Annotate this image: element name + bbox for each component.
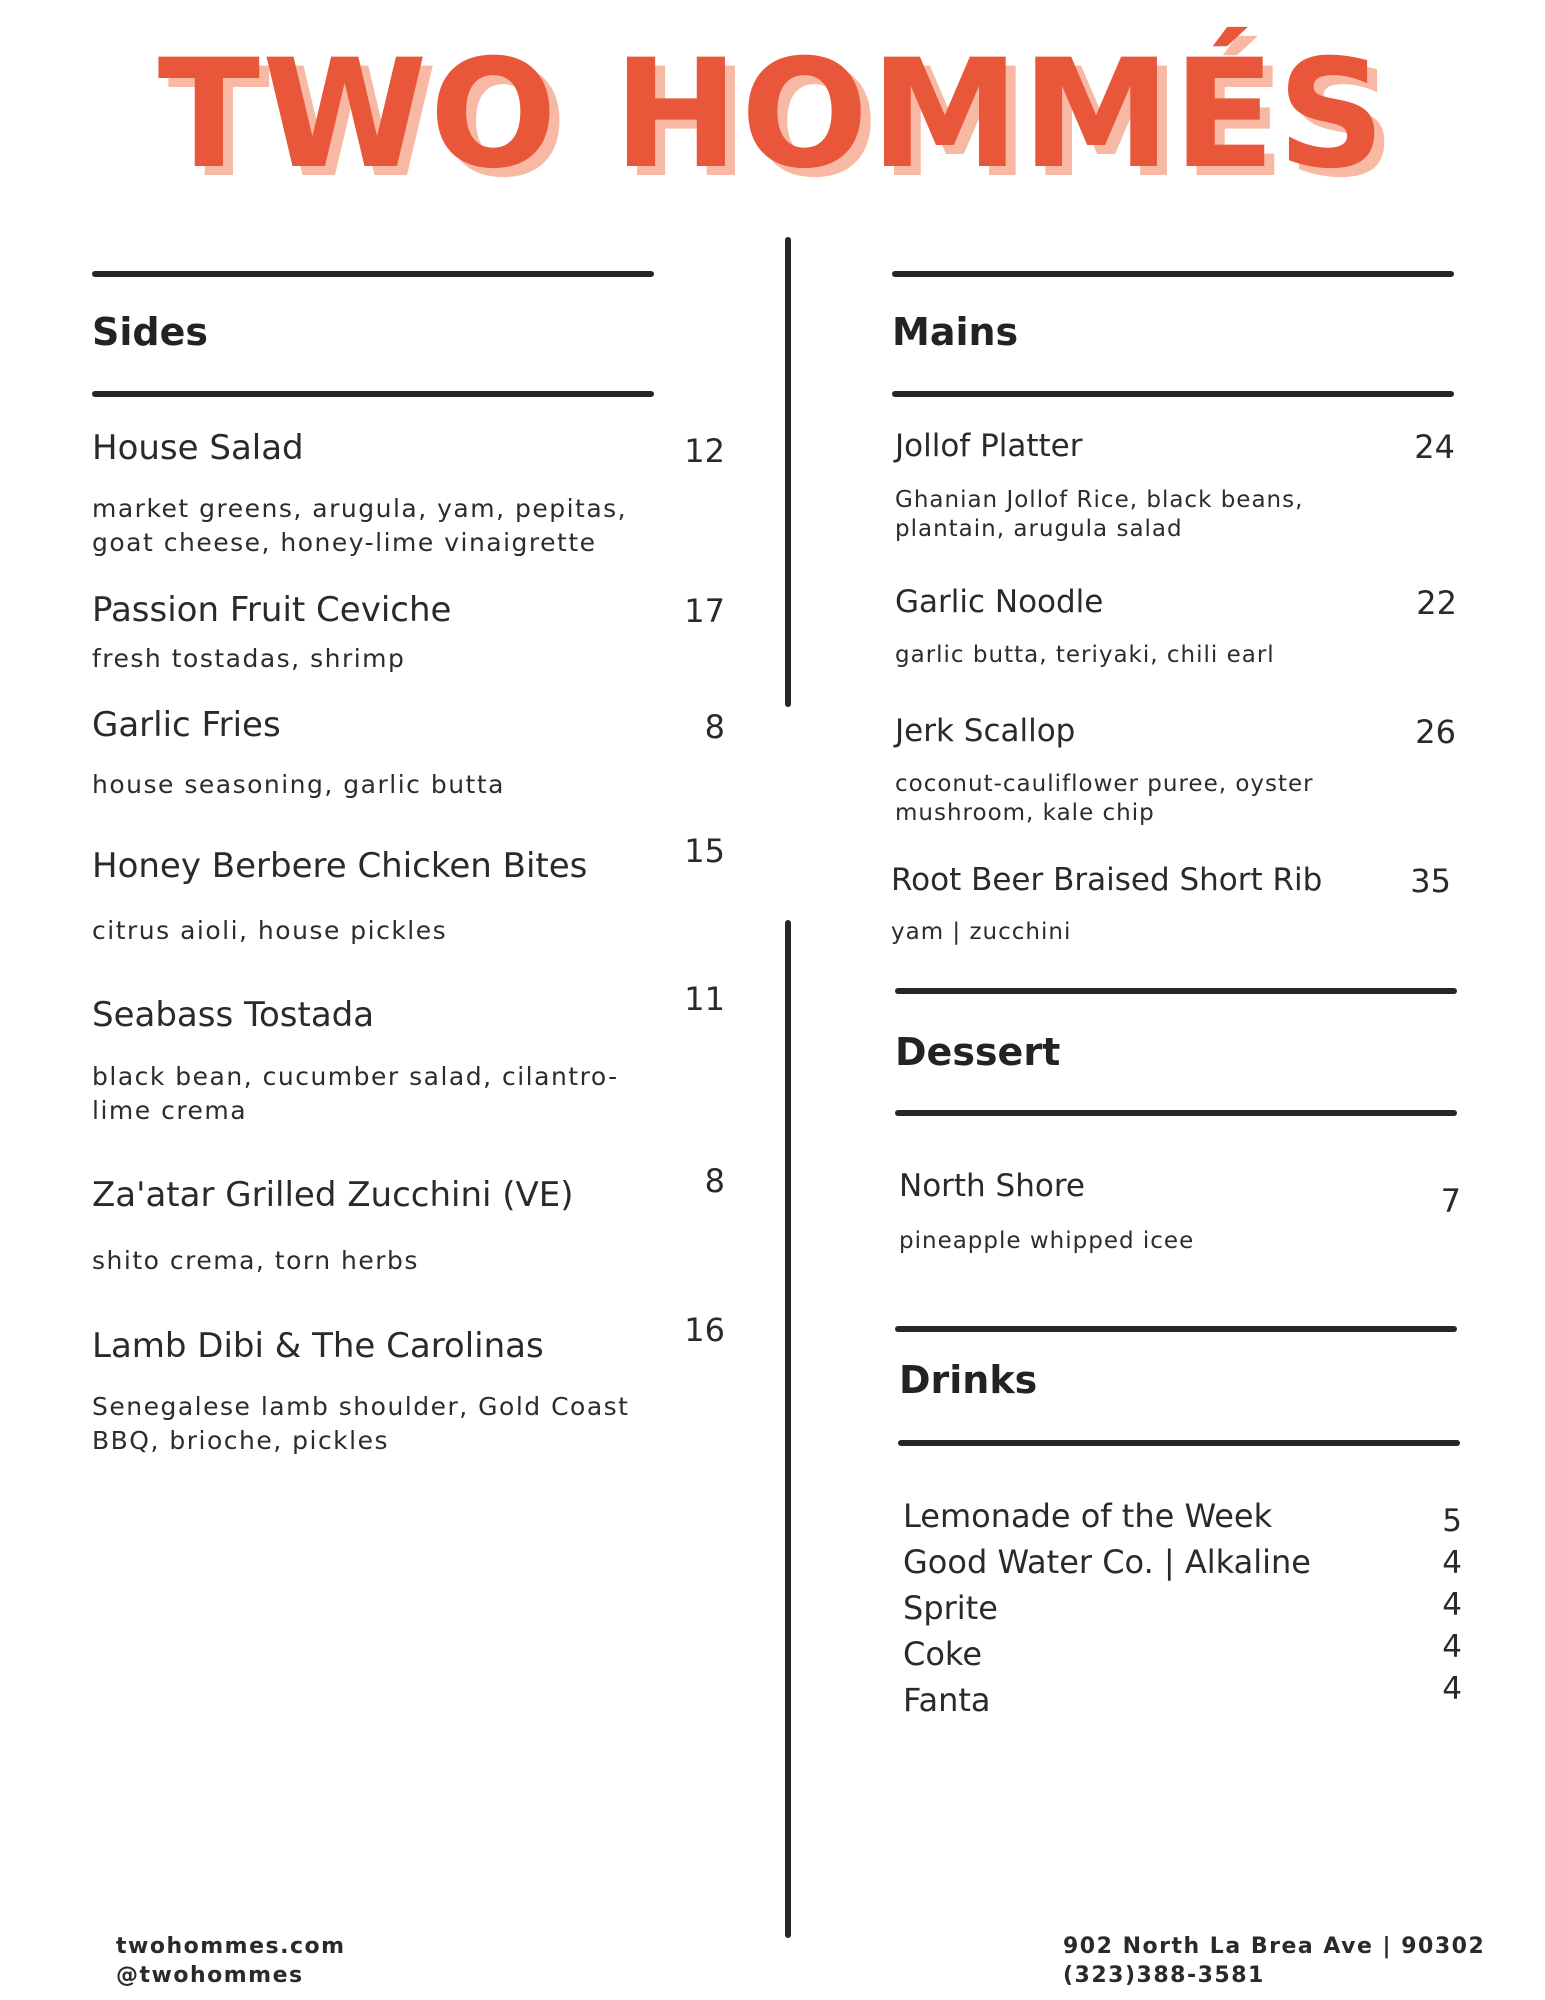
item-name: Jollof Platter (895, 428, 1083, 464)
item-name: Passion Fruit Ceviche (92, 590, 452, 630)
item-price: 26 (1415, 713, 1456, 751)
dessert-bottom-rule (895, 1110, 1457, 1116)
item-description: shito crema, torn herbs (92, 1246, 419, 1275)
item-name: North Shore (899, 1168, 1085, 1204)
item-price: 12 (684, 432, 725, 470)
sides-bottom-rule (92, 391, 654, 397)
item-price: 35 (1410, 862, 1451, 900)
item-price: 24 (1414, 428, 1455, 466)
drink-price: 4 (1442, 1671, 1462, 1707)
item-price: 16 (684, 1311, 725, 1349)
mains-bottom-rule (892, 391, 1454, 397)
item-description: yam | zucchini (891, 919, 1072, 945)
item-name: Jerk Scallop (895, 713, 1076, 749)
item-description: fresh tostadas, shrimp (92, 644, 406, 673)
item-price: 15 (684, 832, 725, 870)
drink-price: 4 (1442, 1545, 1462, 1581)
item-description: Ghanian Jollof Rice, black beans, plantain, arugula salad (895, 487, 1304, 542)
item-name: House Salad (92, 428, 304, 468)
address: 902 North La Brea Ave | 90302 (1063, 1934, 1486, 1959)
phone-number[interactable]: (323)388-3581 (1063, 1963, 1265, 1988)
drink-name: Coke (903, 1635, 982, 1673)
item-name: Seabass Tostada (92, 995, 375, 1035)
item-price: 8 (704, 708, 725, 746)
dessert-top-rule (895, 988, 1457, 994)
drinks-heading: Drinks (899, 1358, 1038, 1402)
social-handle[interactable]: @twohommes (116, 1963, 304, 1988)
item-price: 22 (1416, 584, 1457, 622)
item-description: citrus aioli, house pickles (92, 916, 448, 945)
dessert-heading: Dessert (895, 1030, 1061, 1074)
center-divider-top (785, 237, 791, 707)
item-name: Root Beer Braised Short Rib (891, 862, 1323, 898)
sides-heading: Sides (92, 310, 208, 354)
drink-name: Lemonade of the Week (903, 1497, 1273, 1535)
footer-contact-right (1063, 1932, 1485, 1990)
item-description: market greens, arugula, yam, pepitas, goat cheese, honey-lime vinaigrette (92, 494, 628, 557)
website-link[interactable]: twohommes.com (116, 1934, 346, 1959)
footer-contact-left (116, 1932, 346, 1990)
mains-top-rule (892, 271, 1454, 277)
item-price: 7 (1440, 1182, 1461, 1220)
drink-name: Fanta (903, 1681, 991, 1719)
mains-heading: Mains (892, 310, 1019, 354)
item-description: pineapple whipped icee (899, 1228, 1195, 1254)
drinks-bottom-rule (898, 1440, 1460, 1446)
item-description: black bean, cucumber salad, cilantro-lime crema (92, 1062, 619, 1125)
drinks-top-rule (895, 1326, 1457, 1332)
center-divider-bottom (785, 920, 791, 1938)
item-price: 8 (704, 1162, 725, 1200)
item-name: Lamb Dibi & The Carolinas (92, 1326, 544, 1366)
item-name: Garlic Fries (92, 705, 281, 745)
item-price: 17 (684, 592, 725, 630)
restaurant-logo-title: TWO HOMMÉS (157, 28, 1388, 202)
item-description: house seasoning, garlic butta (92, 770, 505, 799)
item-price: 11 (684, 980, 725, 1018)
drink-price: 4 (1442, 1587, 1462, 1623)
item-name: Garlic Noodle (895, 584, 1104, 620)
item-description: garlic butta, teriyaki, chili earl (895, 642, 1275, 668)
item-description: coconut-cauliflower puree, oyster mushroom, kale chip (895, 771, 1314, 826)
item-description: Senegalese lamb shoulder, Gold Coast BBQ, brioche, pickles (92, 1392, 630, 1455)
drink-name: Good Water Co. | Alkaline (903, 1543, 1311, 1581)
drink-price: 5 (1442, 1503, 1462, 1539)
item-name: Za'atar Grilled Zucchini (VE) (92, 1175, 574, 1215)
drink-name: Sprite (903, 1589, 998, 1627)
sides-top-rule (92, 271, 654, 277)
item-name: Honey Berbere Chicken Bites (92, 846, 588, 886)
drink-price: 4 (1442, 1629, 1462, 1665)
